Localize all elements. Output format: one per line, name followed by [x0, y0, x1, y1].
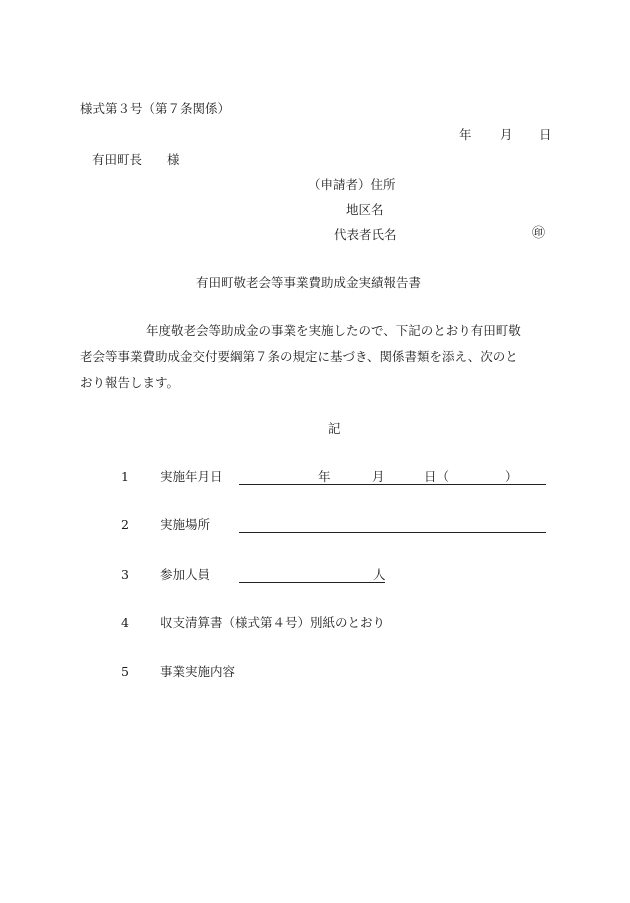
item-number: 5 — [121, 664, 129, 679]
date-year-label: 年 — [459, 127, 472, 142]
participants-unit: 人 — [373, 567, 386, 582]
item-date-year: 年 — [318, 469, 331, 484]
body-line-2: 老会等事業費助成金交付要綱第７条の規定に基づき、関係書類を添え、次のと — [80, 349, 518, 364]
body-line-1: 年度敬老会等助成金の事業を実施したので、下記のとおり有田町敬 — [146, 323, 521, 338]
item-number: 1 — [121, 469, 129, 484]
addressee: 有田町長 様 — [92, 152, 180, 167]
date-day-label: 日 — [539, 127, 552, 142]
item-date-month: 月 — [372, 469, 385, 484]
item-label: 実施場所 — [160, 517, 211, 532]
item-label: 参加人員 — [160, 567, 211, 582]
item-label: 事業実施内容 — [160, 664, 236, 679]
date-month-label: 月 — [500, 127, 513, 142]
item-date-close: ） — [505, 469, 518, 484]
item-number: 4 — [121, 615, 129, 630]
document-title: 有田町敬老会等事業費助成金実績報告書 — [196, 275, 422, 290]
representative-label: 代表者氏名 — [334, 227, 397, 242]
seal-mark: ㊞ — [532, 226, 546, 241]
item-label: 収支清算書（様式第４号）別紙のとおり — [160, 615, 386, 630]
district-label: 地区名 — [346, 202, 384, 217]
item-label: 実施年月日 — [160, 469, 223, 484]
date-underline[interactable] — [239, 484, 546, 485]
body-line-3: おり報告します。 — [80, 375, 180, 390]
applicant-address-label: （申請者）住所 — [308, 177, 396, 192]
form-number: 様式第３号（第７条関係） — [80, 101, 231, 116]
item-number: 2 — [121, 517, 129, 532]
item-date-day: 日（ — [424, 469, 450, 484]
ki-mark: 記 — [328, 421, 341, 436]
location-underline[interactable] — [239, 532, 546, 533]
participants-underline[interactable] — [239, 582, 385, 583]
item-number: 3 — [121, 567, 129, 582]
